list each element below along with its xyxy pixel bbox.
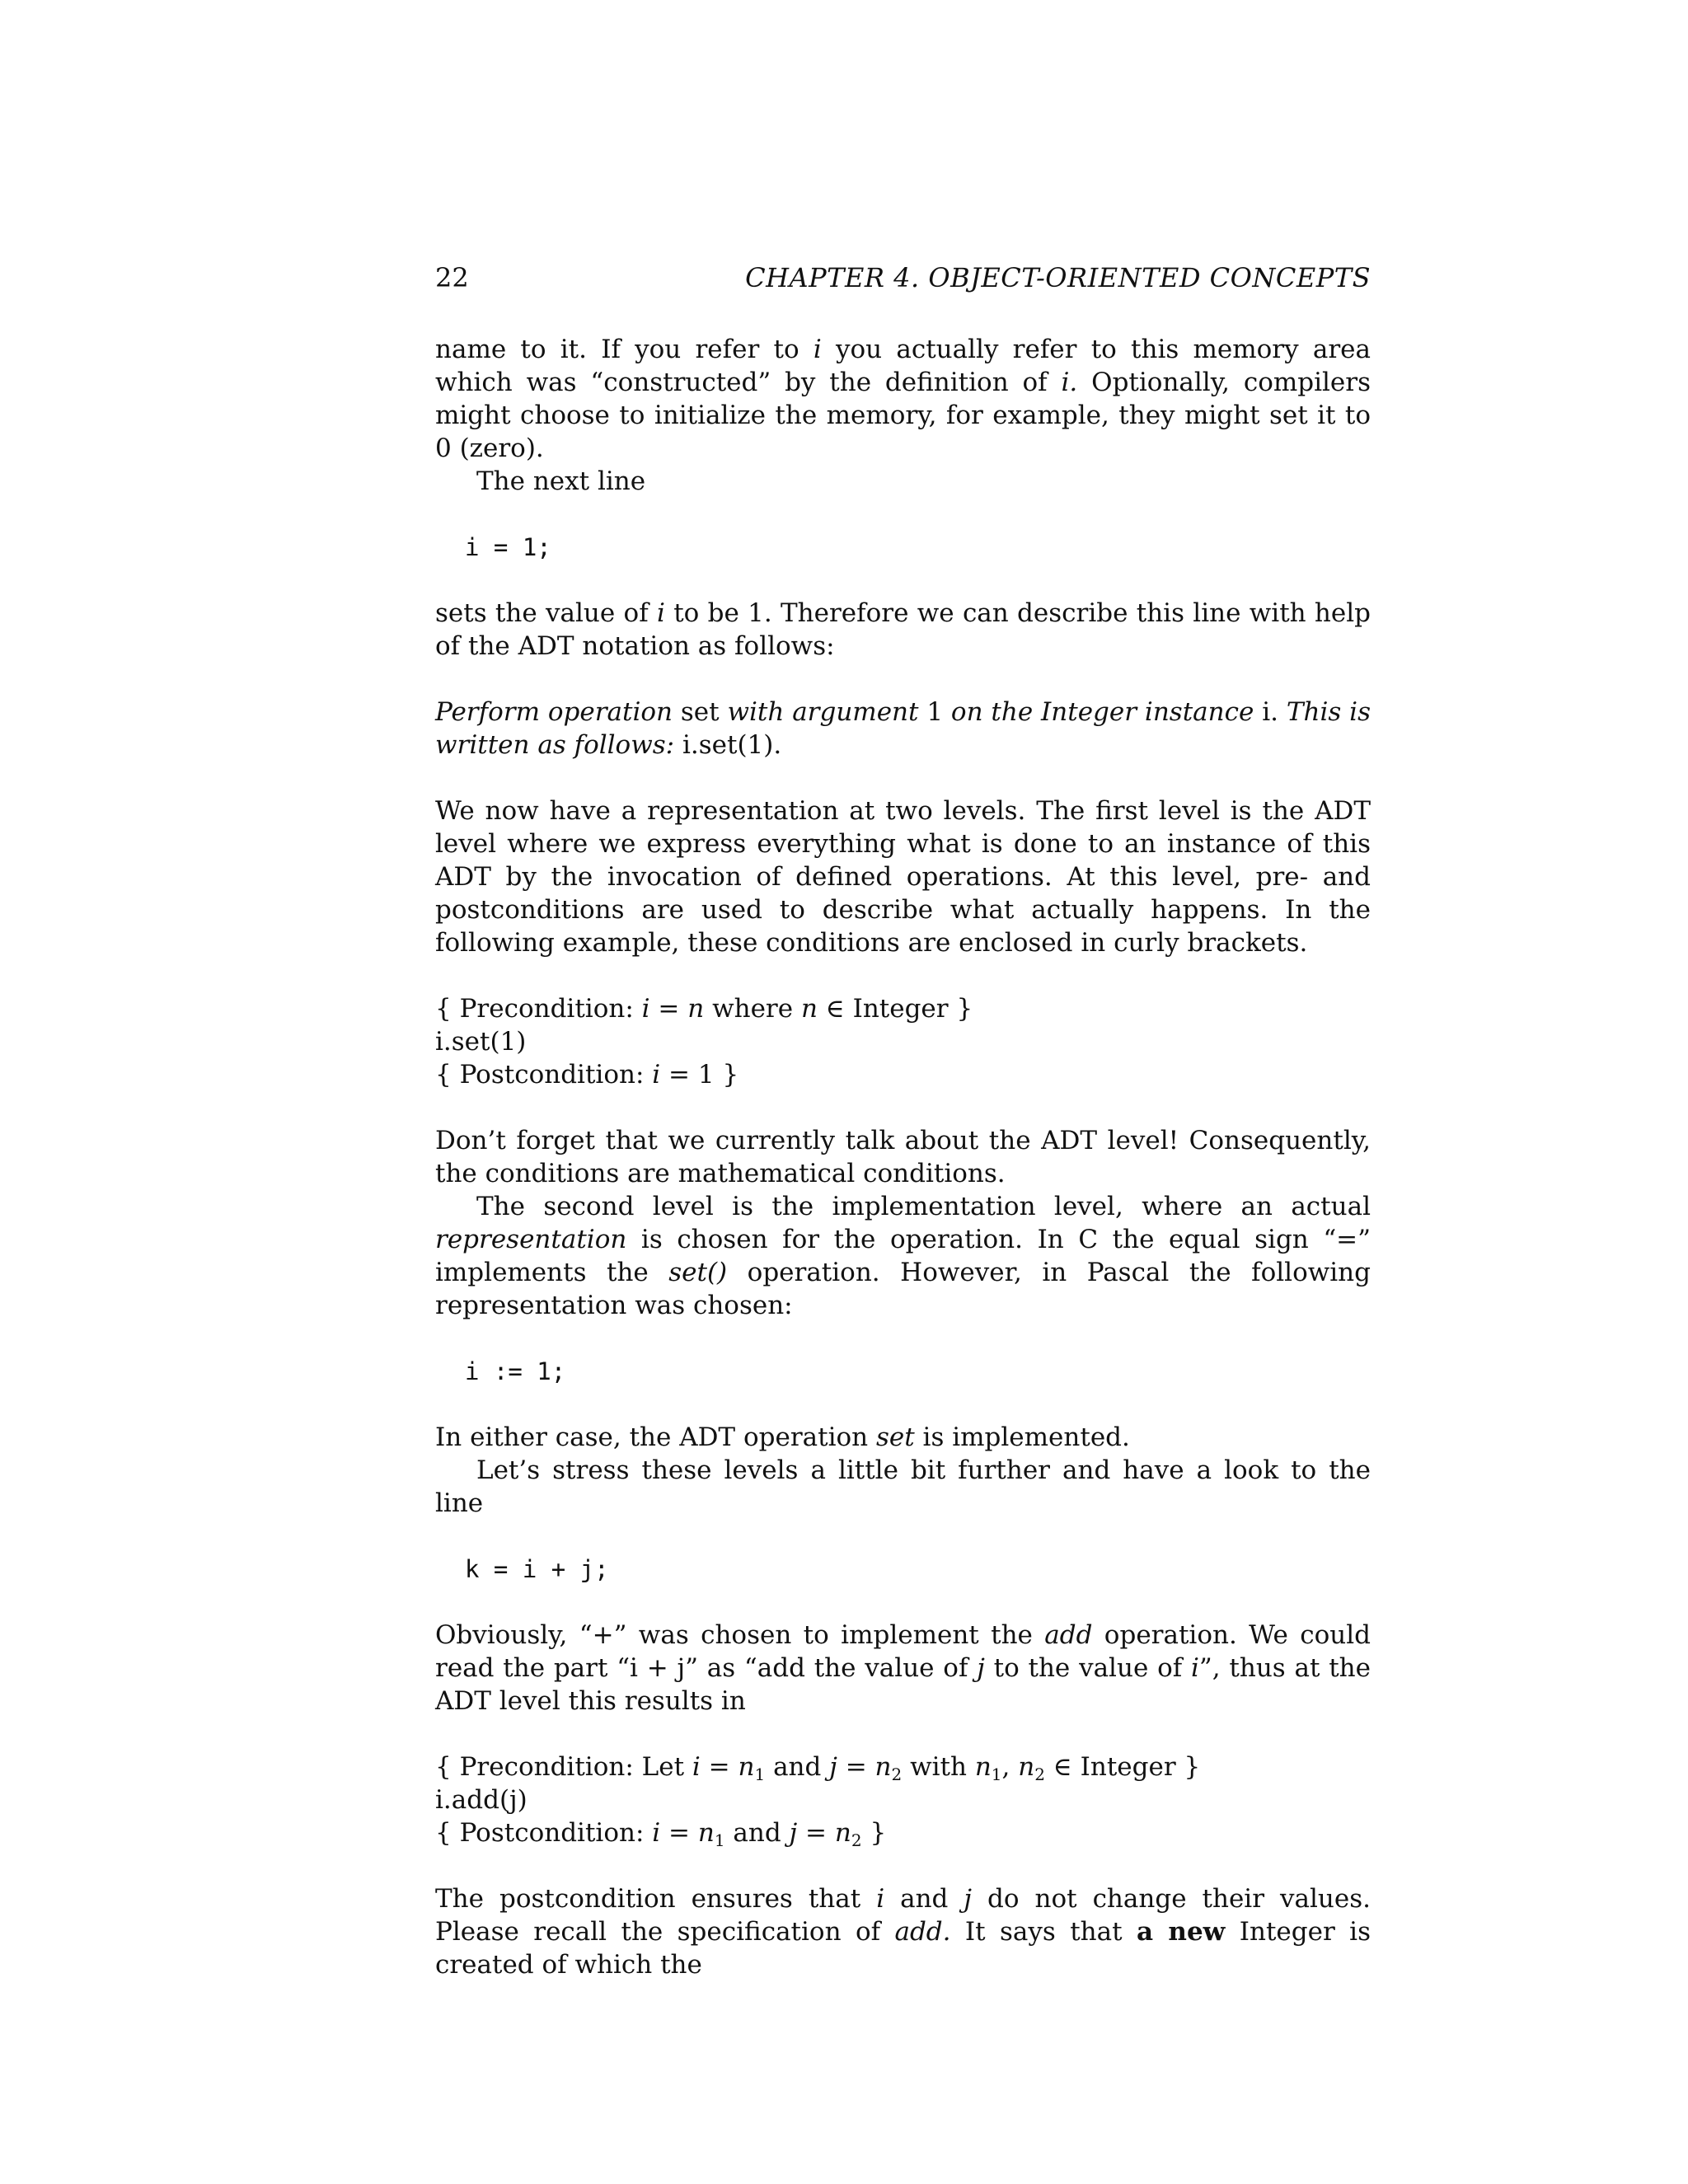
operation-line: i.add(j) — [435, 1785, 528, 1815]
code-k-equals-i-plus-j: k = i + j; — [465, 1555, 609, 1583]
paragraph-perform-operation: Perform operation set with argument 1 on the Integer instance i. This is written as follows: i.set(1). — [435, 697, 1371, 760]
paragraph-either-case: In either case, the ADT operation set is implemented. — [435, 1422, 1130, 1452]
paragraph-two-levels: We now have a representation at two levels. The first level is the ADT level where we express everything what is done to an instance of this ADT by the invocation of defined operations. At this level, pre- and postconditions are used to describe what actually happens. In the following example, these conditions are enclosed in curly brackets. — [435, 796, 1371, 958]
body-text — [435, 333, 1371, 1981]
page-number: 22 — [435, 262, 469, 293]
paragraph-second-level: The second level is the implementation level, where an actual representation is chosen for the operation. In C the equal sign “=” implements the set() operation. However, in Pascal the following representation was chosen: — [435, 1192, 1371, 1320]
precondition-line: { Precondition: Let $i = n_1$ and $j = n_2$ with $n_1$, $n_2$ ∈ Integer } — [435, 1752, 1201, 1784]
paragraph-postcondition-ensures: The postcondition ensures that i and j do not change their values. Please recall the specification of add. It says that a new Integer is created of which the — [435, 1884, 1371, 1980]
operation-line: i.set(1) — [435, 1027, 527, 1057]
paragraph-next-line: The next line — [476, 466, 646, 496]
paragraph-dont-forget: Don’t forget that we currently talk about the ADT level! Consequently, the conditions are mathematical conditions. — [435, 1126, 1371, 1188]
precondition-line: { Precondition: i = n where n ∈ Integer } — [435, 994, 973, 1024]
postcondition-line: { Postcondition: i = 1 } — [435, 1060, 739, 1090]
paragraph-stress-levels: Let’s stress these levels a little bit further and have a look to the line — [435, 1455, 1371, 1518]
paragraph-memory: name to it. If you refer to i you actually refer to this memory area which was “constructed” by the definition of i. Optionally, compilers might choose to initialize the memory, for example, they might set it to 0 (zero). — [435, 335, 1371, 463]
code-i-equals-1: i = 1; — [465, 533, 551, 561]
chapter-title: CHAPTER 4. OBJECT-ORIENTED CONCEPTS — [745, 262, 1371, 293]
postcondition-line: { Postcondition: $i = n_1$ and $j = n_2$ } — [435, 1818, 887, 1850]
condition-block-set — [435, 992, 1371, 1091]
paragraph-sets-value: sets the value of i to be 1. Therefore we can describe this line with help of the ADT notation as follows: — [435, 598, 1371, 661]
paragraph-obviously: Obviously, “+” was chosen to implement the add operation. We could read the part “i + j” as “add the value of j to the value of i”, thus at the ADT level this results in — [435, 1620, 1371, 1716]
code-pascal-assign: i := 1; — [465, 1357, 566, 1385]
running-header — [435, 262, 1371, 298]
condition-block-add — [435, 1750, 1371, 1849]
